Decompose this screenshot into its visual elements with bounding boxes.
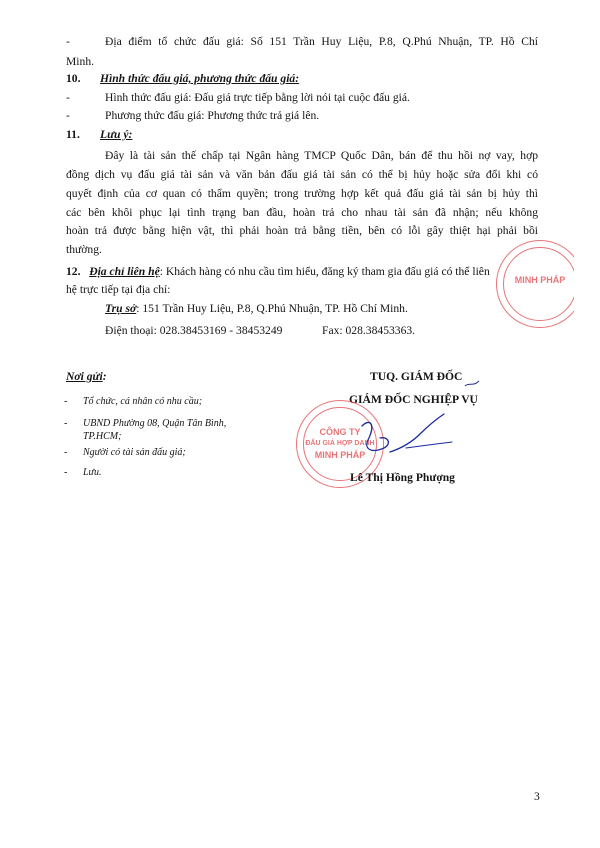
recipient-item: Người có tài sản đấu giá; bbox=[83, 447, 186, 458]
handwritten-signature bbox=[340, 408, 470, 468]
section-10-item: Hình thức đấu giá: Đấu giá trực tiếp bằng lời nói tại cuộc đấu giá. bbox=[105, 91, 410, 104]
location-text-cont: Minh. bbox=[66, 55, 95, 68]
note-line: đồng dịch vụ đấu giá tài sản và văn bản đấu giá tài sản có thể bị hủy hoặc sửa đổi khi có bbox=[66, 168, 538, 181]
partial-seal bbox=[494, 236, 574, 336]
bullet: - bbox=[66, 35, 70, 48]
bullet: - bbox=[66, 109, 70, 122]
recipient-item: Tổ chức, cá nhân có nhu cầu; bbox=[83, 396, 203, 407]
section-12-text-cont: hệ trực tiếp tại địa chỉ: bbox=[66, 283, 171, 296]
signature-title-2: GIÁM ĐỐC NGHIỆP VỤ bbox=[349, 393, 478, 406]
phone-number: Điện thoại: 028.38453169 - 38453249 bbox=[105, 324, 283, 337]
page-number: 3 bbox=[534, 790, 540, 803]
bullet: - bbox=[66, 91, 70, 104]
section-12-heading: Địa chỉ liên hệ bbox=[89, 265, 160, 278]
location-text: Địa điểm tổ chức đấu giá: Số 151 Trần Huy Liệu, P.8, Q.Phú Nhuận, TP. Hồ Chí bbox=[105, 35, 538, 48]
section-11-number: 11. bbox=[66, 128, 80, 141]
section-12-first-line bbox=[66, 265, 558, 279]
fax-number: Fax: 028.38453363. bbox=[322, 324, 416, 337]
note-line: các bên khôi phục lại tình trạng ban đầu, hoàn trả cho nhau tài sản đã nhận; nếu không bbox=[66, 206, 538, 219]
recipient-item-cont: TP.HCM; bbox=[83, 431, 122, 442]
seal-text: MINH PHÁP bbox=[314, 450, 366, 460]
section-10-heading: Hình thức đấu giá, phương thức đấu giá: bbox=[100, 72, 300, 85]
section-12-number: 12. bbox=[66, 265, 81, 278]
note-line: hoàn trả được bằng hiện vật, thì phải hoàn trả bằng tiền, bên có lỗi gây thiệt hại phải bồi bbox=[66, 224, 538, 237]
recipient-item: UBND Phường 08, Quận Tân Bình, bbox=[83, 418, 227, 429]
note-line: Đây là tài sản thế chấp tại Ngân hàng TMCP Quốc Dân, bán để thu hồi nợ vay, hợp bbox=[105, 149, 538, 162]
bullet: - bbox=[64, 447, 68, 458]
seal-text: ĐẤU GIÁ HỢP DANH bbox=[305, 440, 375, 447]
bullet: - bbox=[64, 418, 68, 429]
signature-title-1: TUQ. GIÁM ĐỐC bbox=[370, 370, 463, 383]
signer-name: Lê Thị Hồng Phượng bbox=[350, 471, 455, 484]
office-address bbox=[105, 302, 408, 316]
note-line: thường. bbox=[66, 243, 102, 256]
section-11-heading: Lưu ý: bbox=[100, 128, 133, 141]
section-12-text: : Khách hàng có nhu cầu tìm hiểu, đăng ký tham gia đấu giá có thể liên bbox=[159, 265, 490, 278]
recipients-heading: Nơi gửi: bbox=[66, 370, 107, 383]
office-label: Trụ sở bbox=[105, 302, 137, 315]
section-10-number: 10. bbox=[66, 72, 81, 85]
note-line: quyết định của cơ quan có thẩm quyền; trong trường hợp kết quả đấu giá tài sản bị hủy thì bbox=[66, 187, 538, 200]
section-10-item: Phương thức đấu giá: Phương thức trả giá lên. bbox=[105, 109, 320, 122]
seal-text: MINH PHÁP bbox=[514, 275, 566, 285]
bullet: - bbox=[64, 467, 68, 478]
recipient-item: Lưu. bbox=[83, 467, 102, 478]
seal-text: CÔNG TY bbox=[319, 427, 361, 437]
signature-mark bbox=[464, 378, 480, 386]
office-text: : 151 Trần Huy Liệu, P.8, Q.Phú Nhuận, TP. Hồ Chí Minh. bbox=[136, 302, 408, 315]
bullet: - bbox=[64, 396, 68, 407]
